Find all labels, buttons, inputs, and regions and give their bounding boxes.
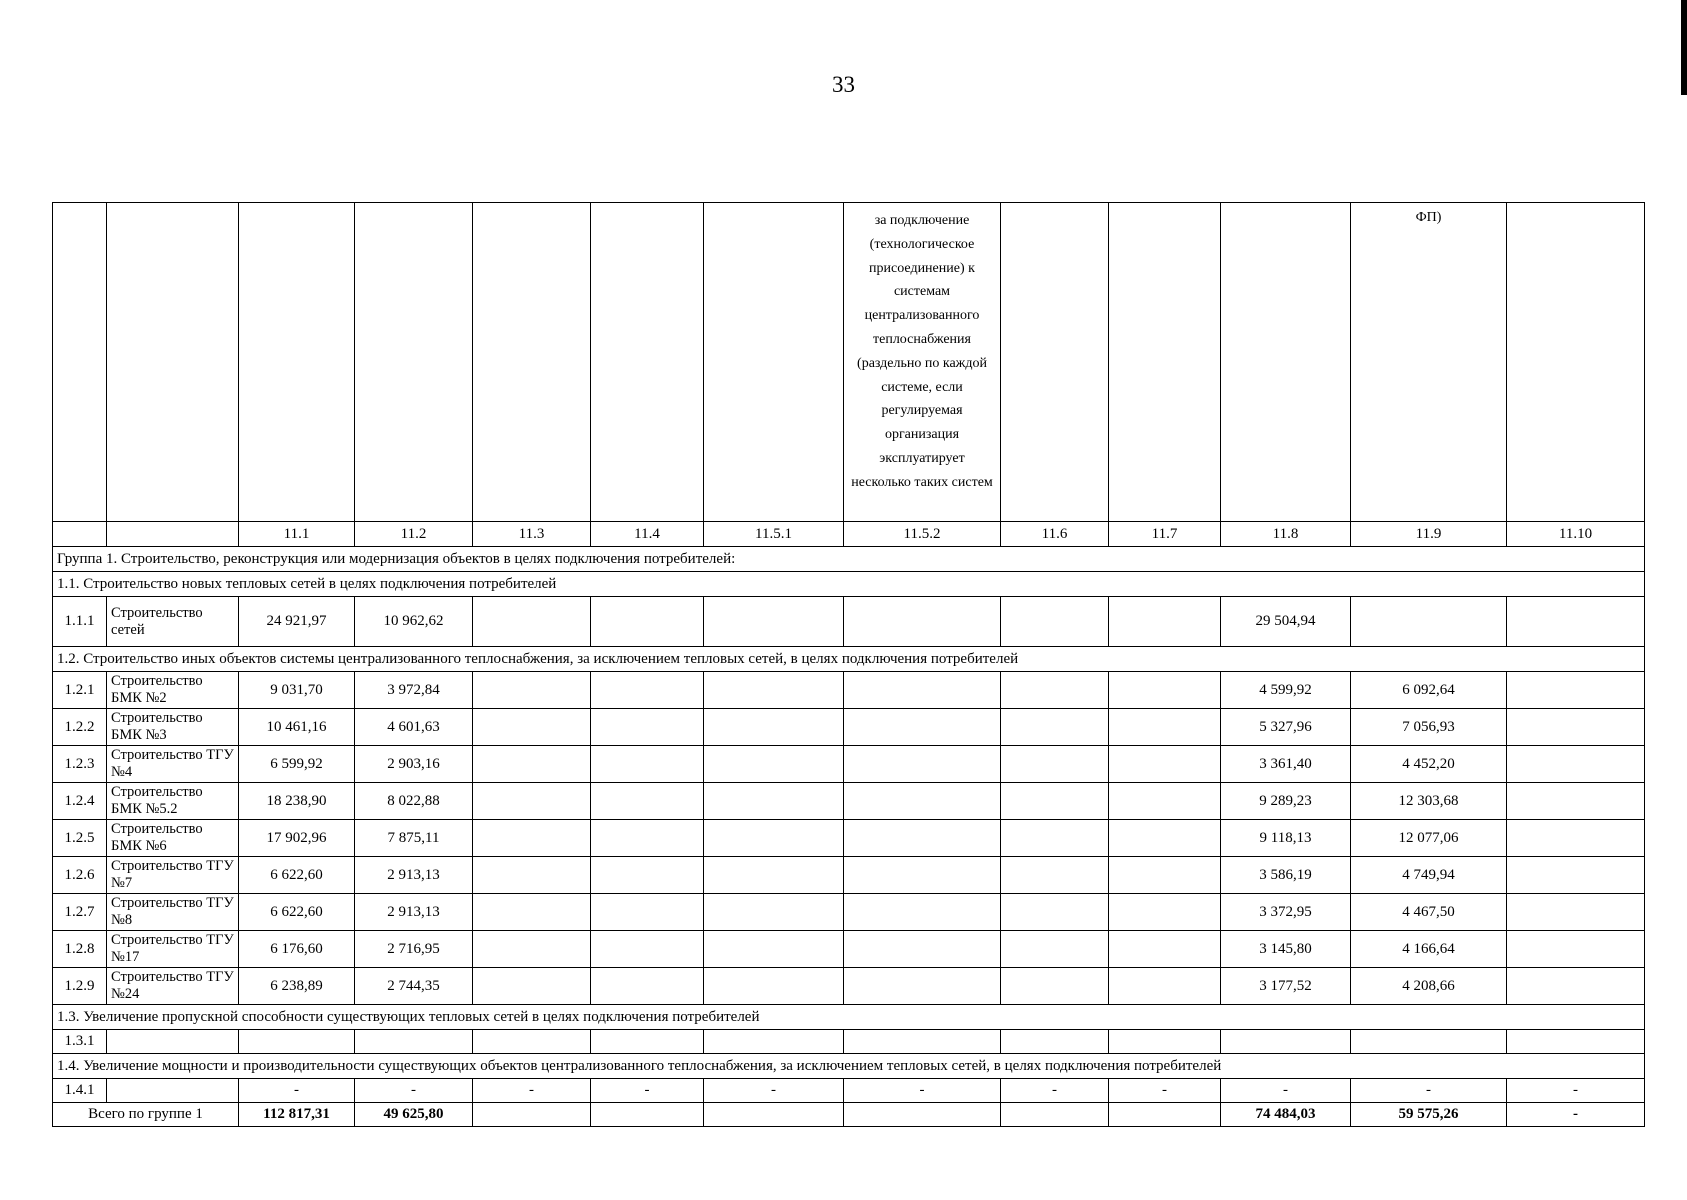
header-cell	[704, 203, 844, 522]
row-code: 1.2.2	[53, 709, 107, 746]
value-11-9: 4 208,66	[1351, 968, 1507, 1005]
group-title-row	[53, 547, 1645, 572]
empty-cell	[1507, 709, 1645, 746]
column-number-11-5-2: 11.5.2	[844, 522, 1001, 547]
empty-cell	[473, 820, 591, 857]
column-number-cell	[53, 522, 107, 547]
row-code: 1.2.9	[53, 968, 107, 1005]
empty-cell	[1507, 820, 1645, 857]
empty-cell	[844, 857, 1001, 894]
empty-cell	[1001, 709, 1109, 746]
empty-cell	[1109, 1030, 1221, 1054]
row-name: Строительство ТГУ №24	[107, 968, 239, 1005]
table-row	[53, 597, 1645, 647]
empty-cell	[1109, 857, 1221, 894]
value-11-2: 2 903,16	[355, 746, 473, 783]
empty-cell	[844, 709, 1001, 746]
subgroup-title-1-4: 1.4. Увеличение мощности и производительности существующих объектов централизованного теплоснабжения, за исключением тепловых сетей, в целях подключения потребителей	[53, 1054, 1645, 1079]
empty-cell	[704, 709, 844, 746]
total-11-9: 59 575,26	[1351, 1103, 1507, 1127]
empty-cell	[355, 1030, 473, 1054]
empty-cell	[1507, 783, 1645, 820]
row-code: 1.2.6	[53, 857, 107, 894]
row-name: Строительство БМК №6	[107, 820, 239, 857]
dash-cell: -	[1221, 1079, 1351, 1103]
empty-cell	[1001, 820, 1109, 857]
table-row	[53, 894, 1645, 931]
table-row	[53, 783, 1645, 820]
empty-cell	[844, 968, 1001, 1005]
empty-cell	[591, 894, 704, 931]
subgroup-title-1-2: 1.2. Строительство иных объектов системы централизованного теплоснабжения, за исключением тепловых сетей, в целях подключения потребителей	[53, 647, 1645, 672]
empty-cell	[704, 820, 844, 857]
value-11-9: 12 077,06	[1351, 820, 1507, 857]
empty-cell	[591, 709, 704, 746]
empty-cell	[591, 1030, 704, 1054]
dash-cell: -	[1507, 1079, 1645, 1103]
empty-cell	[591, 783, 704, 820]
table-row	[53, 968, 1645, 1005]
row-code: 1.2.1	[53, 672, 107, 709]
row-code: 1.2.7	[53, 894, 107, 931]
empty-cell	[1109, 783, 1221, 820]
value-11-2: 2 913,13	[355, 894, 473, 931]
empty-cell	[591, 931, 704, 968]
empty-cell	[844, 1103, 1001, 1127]
row-name: Строительство сетей	[107, 597, 239, 647]
empty-cell	[1109, 1103, 1221, 1127]
value-11-8: 3 586,19	[1221, 857, 1351, 894]
value-11-9: 4 749,94	[1351, 857, 1507, 894]
empty-cell	[591, 1103, 704, 1127]
column-number-11-2: 11.2	[355, 522, 473, 547]
group-total-row	[53, 1103, 1645, 1127]
empty-cell	[473, 1030, 591, 1054]
empty-cell	[1351, 1030, 1507, 1054]
empty-cell	[591, 746, 704, 783]
header-cell	[239, 203, 355, 522]
dash-cell: -	[1109, 1079, 1221, 1103]
column-number-11-7: 11.7	[1109, 522, 1221, 547]
value-11-8: 4 599,92	[1221, 672, 1351, 709]
empty-cell	[1001, 783, 1109, 820]
table-row	[53, 931, 1645, 968]
empty-cell	[473, 783, 591, 820]
row-name: Строительство БМК №3	[107, 709, 239, 746]
empty-cell	[473, 1103, 591, 1127]
empty-cell	[1507, 931, 1645, 968]
row-name: Строительство ТГУ №4	[107, 746, 239, 783]
value-11-1: 6 622,60	[239, 894, 355, 931]
empty-cell	[1109, 968, 1221, 1005]
empty-cell	[1001, 597, 1109, 647]
empty-cell	[1001, 931, 1109, 968]
empty-cell	[844, 746, 1001, 783]
value-11-10	[1507, 597, 1645, 647]
empty-cell	[704, 968, 844, 1005]
dash-cell: -	[1351, 1079, 1507, 1103]
dash-cell: -	[1001, 1079, 1109, 1103]
total-11-8: 74 484,03	[1221, 1103, 1351, 1127]
empty-cell	[704, 672, 844, 709]
row-code: 1.2.5	[53, 820, 107, 857]
value-11-9: 4 452,20	[1351, 746, 1507, 783]
empty-cell	[844, 931, 1001, 968]
empty-cell	[473, 968, 591, 1005]
header-11-9-description: ФП)	[1351, 203, 1507, 522]
table-row	[53, 1079, 1645, 1103]
row-code: 1.2.4	[53, 783, 107, 820]
value-11-1: 17 902,96	[239, 820, 355, 857]
empty-cell	[1109, 709, 1221, 746]
value-11-2: 10 962,62	[355, 597, 473, 647]
row-code: 1.3.1	[53, 1030, 107, 1054]
value-11-9: 12 303,68	[1351, 783, 1507, 820]
header-cell	[1001, 203, 1109, 522]
empty-cell	[591, 820, 704, 857]
row-code: 1.1.1	[53, 597, 107, 647]
subgroup-title-row	[53, 1054, 1645, 1079]
value-11-2: 2 744,35	[355, 968, 473, 1005]
table-row	[53, 857, 1645, 894]
empty-cell	[844, 1030, 1001, 1054]
empty-cell	[704, 931, 844, 968]
column-number-11-8: 11.8	[1221, 522, 1351, 547]
empty-cell	[1507, 672, 1645, 709]
header-cell	[473, 203, 591, 522]
empty-cell	[844, 597, 1001, 647]
empty-cell	[1109, 746, 1221, 783]
empty-cell	[1507, 894, 1645, 931]
row-code: 1.4.1	[53, 1079, 107, 1103]
value-11-8: 9 289,23	[1221, 783, 1351, 820]
empty-cell	[1001, 968, 1109, 1005]
value-11-9: 7 056,93	[1351, 709, 1507, 746]
empty-cell	[844, 894, 1001, 931]
value-11-1: 6 238,89	[239, 968, 355, 1005]
empty-cell	[239, 1030, 355, 1054]
empty-cell	[1109, 894, 1221, 931]
subgroup-title-1-1: 1.1. Строительство новых тепловых сетей в целях подключения потребителей	[53, 572, 1645, 597]
row-name: Строительство ТГУ №8	[107, 894, 239, 931]
empty-cell	[1109, 931, 1221, 968]
empty-cell	[473, 597, 591, 647]
dash-cell: -	[704, 1079, 844, 1103]
row-name: Строительство БМК №5.2	[107, 783, 239, 820]
subgroup-title-row	[53, 647, 1645, 672]
value-11-9: 6 092,64	[1351, 672, 1507, 709]
empty-cell	[1001, 672, 1109, 709]
dash-cell: -	[239, 1079, 355, 1103]
value-11-1: 10 461,16	[239, 709, 355, 746]
empty-cell	[1109, 597, 1221, 647]
empty-cell	[1221, 1030, 1351, 1054]
row-name: Строительство ТГУ №7	[107, 857, 239, 894]
empty-cell	[473, 931, 591, 968]
empty-cell	[1001, 894, 1109, 931]
empty-cell	[473, 894, 591, 931]
empty-cell	[704, 746, 844, 783]
empty-cell	[107, 1030, 239, 1054]
value-11-9	[1351, 597, 1507, 647]
column-number-cell	[107, 522, 239, 547]
header-cell	[53, 203, 107, 522]
value-11-1: 18 238,90	[239, 783, 355, 820]
column-number-11-6: 11.6	[1001, 522, 1109, 547]
table-row	[53, 1030, 1645, 1054]
column-number-11-3: 11.3	[473, 522, 591, 547]
empty-cell	[1507, 1030, 1645, 1054]
header-11-5-2-description: за подключение (технологическое присоединение) к системам централизованного теплоснабжения (раздельно по каждой системе, если регулируемая организация эксплуатирует несколько таких систем	[844, 203, 1001, 522]
value-11-8: 3 361,40	[1221, 746, 1351, 783]
empty-cell	[107, 1079, 239, 1103]
subgroup-title-row	[53, 1005, 1645, 1030]
dash-cell: -	[844, 1079, 1001, 1103]
table-row	[53, 672, 1645, 709]
empty-cell	[704, 894, 844, 931]
value-11-2: 8 022,88	[355, 783, 473, 820]
empty-cell	[1001, 746, 1109, 783]
header-cell	[1507, 203, 1645, 522]
empty-cell	[1507, 857, 1645, 894]
value-11-8: 3 145,80	[1221, 931, 1351, 968]
value-11-8: 5 327,96	[1221, 709, 1351, 746]
column-number-11-9: 11.9	[1351, 522, 1507, 547]
header-cell	[591, 203, 704, 522]
header-cell	[1221, 203, 1351, 522]
value-11-2: 4 601,63	[355, 709, 473, 746]
value-11-9: 4 467,50	[1351, 894, 1507, 931]
empty-cell	[591, 857, 704, 894]
value-11-1: 6 176,60	[239, 931, 355, 968]
row-name: Строительство БМК №2	[107, 672, 239, 709]
table-row	[53, 709, 1645, 746]
empty-cell	[473, 672, 591, 709]
empty-cell	[1109, 672, 1221, 709]
table-row	[53, 746, 1645, 783]
subgroup-title-1-3: 1.3. Увеличение пропускной способности существующих тепловых сетей в целях подключения потребителей	[53, 1005, 1645, 1030]
value-11-2: 2 913,13	[355, 857, 473, 894]
empty-cell	[1001, 1103, 1109, 1127]
column-number-11-5-1: 11.5.1	[704, 522, 844, 547]
subgroup-title-row	[53, 572, 1645, 597]
total-11-10: -	[1507, 1103, 1645, 1127]
empty-cell	[704, 597, 844, 647]
scan-edge-mark	[1681, 0, 1687, 95]
value-11-8: 9 118,13	[1221, 820, 1351, 857]
value-11-8: 29 504,94	[1221, 597, 1351, 647]
header-continuation-row	[53, 203, 1645, 522]
empty-cell	[1001, 1030, 1109, 1054]
value-11-1: 6 599,92	[239, 746, 355, 783]
column-number-11-1: 11.1	[239, 522, 355, 547]
empty-cell	[473, 709, 591, 746]
empty-cell	[1001, 857, 1109, 894]
empty-cell	[473, 857, 591, 894]
header-cell	[355, 203, 473, 522]
empty-cell	[704, 857, 844, 894]
empty-cell	[591, 597, 704, 647]
value-11-1: 24 921,97	[239, 597, 355, 647]
value-11-2: 7 875,11	[355, 820, 473, 857]
group-total-label: Всего по группе 1	[53, 1103, 239, 1127]
value-11-2: 2 716,95	[355, 931, 473, 968]
empty-cell	[844, 783, 1001, 820]
table-row	[53, 820, 1645, 857]
empty-cell	[704, 1103, 844, 1127]
total-11-2: 49 625,80	[355, 1103, 473, 1127]
dash-cell: -	[591, 1079, 704, 1103]
dash-cell: -	[355, 1079, 473, 1103]
empty-cell	[844, 672, 1001, 709]
header-cell	[1109, 203, 1221, 522]
dash-cell: -	[473, 1079, 591, 1103]
empty-cell	[1507, 746, 1645, 783]
group-title: Группа 1. Строительство, реконструкция или модернизация объектов в целях подключения потребителей:	[53, 547, 1645, 572]
row-code: 1.2.8	[53, 931, 107, 968]
empty-cell	[1109, 820, 1221, 857]
empty-cell	[704, 783, 844, 820]
value-11-2: 3 972,84	[355, 672, 473, 709]
row-name: Строительство ТГУ №17	[107, 931, 239, 968]
total-11-1: 112 817,31	[239, 1103, 355, 1127]
investment-program-table	[52, 202, 1645, 1127]
page-number: 33	[832, 72, 855, 97]
empty-cell	[473, 746, 591, 783]
empty-cell	[1507, 968, 1645, 1005]
value-11-1: 9 031,70	[239, 672, 355, 709]
value-11-8: 3 372,95	[1221, 894, 1351, 931]
empty-cell	[591, 968, 704, 1005]
column-number-11-10: 11.10	[1507, 522, 1645, 547]
empty-cell	[844, 820, 1001, 857]
empty-cell	[591, 672, 704, 709]
column-number-11-4: 11.4	[591, 522, 704, 547]
empty-cell	[704, 1030, 844, 1054]
value-11-9: 4 166,64	[1351, 931, 1507, 968]
column-numbers-row	[53, 522, 1645, 547]
value-11-1: 6 622,60	[239, 857, 355, 894]
row-code: 1.2.3	[53, 746, 107, 783]
header-cell	[107, 203, 239, 522]
value-11-8: 3 177,52	[1221, 968, 1351, 1005]
